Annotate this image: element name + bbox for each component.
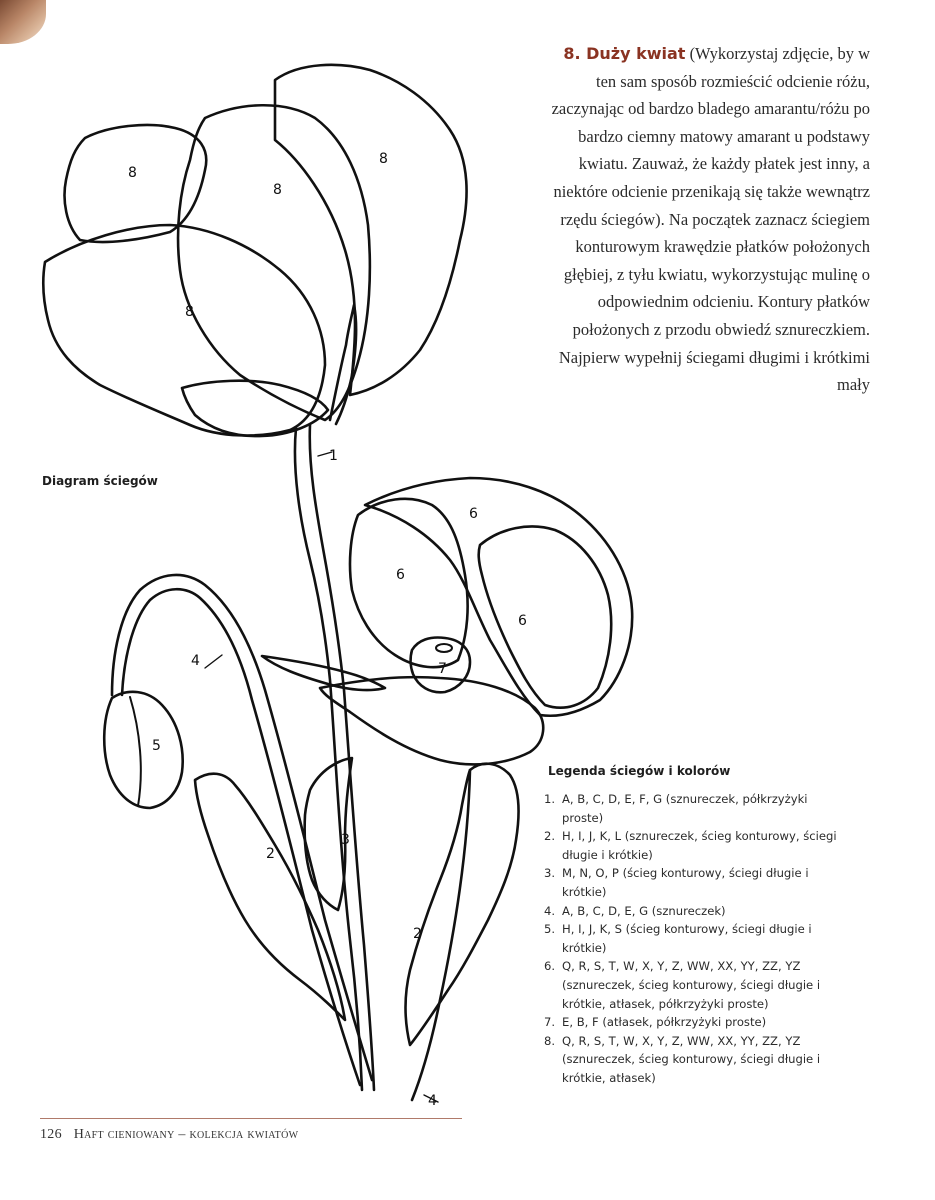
legend-item-number: 6. bbox=[544, 959, 556, 974]
label-8c: 8 bbox=[379, 151, 388, 167]
legend-item-number: 3. bbox=[544, 866, 556, 881]
page-number: 126 bbox=[40, 1127, 62, 1142]
leaf-2-right bbox=[406, 764, 519, 1045]
label-1: 1 bbox=[329, 448, 338, 464]
legend-item-number: 5. bbox=[544, 922, 556, 937]
legend-item-text: E, B, F (atłasek, półkrzyżyki proste) bbox=[562, 1015, 767, 1030]
label-8d: 8 bbox=[185, 304, 194, 320]
label-2b: 2 bbox=[413, 926, 422, 942]
legend-item-number: 4. bbox=[544, 903, 556, 918]
legend-item-text: H, I, J, K, S (ścieg konturowy, ściegi długie i krótkie) bbox=[562, 922, 812, 955]
calyx-small bbox=[262, 656, 385, 690]
petal-8-back-right bbox=[275, 65, 467, 395]
label-4b: 4 bbox=[428, 1093, 437, 1109]
legend-item-number: 7. bbox=[544, 1015, 556, 1030]
legend-item-number: 8. bbox=[544, 1033, 556, 1048]
instruction-body: (Wykorzystaj zdjęcie, by w ten sam sposób rozmieścić odcienie różu, zaczynając od bardzo bladego amarantu/różu po bardzo ciemny matowy amarant u podstawy kwiatu. Zauważ, że każdy płatek jest inny, a niektóre odcienie przenikają się także wewnątrz rzędu ściegów). Na początek zaznacz ściegiem konturowym krawędzie płatków położonych głębiej, z tyłu kwiatu, wykorzystując mulinę o odpowiednim odcieniu. Kontury płatków położonych z przodu obwiedź sznureczkiem. Najpierw wypełnij ściegami długimi i krótkimi mały bbox=[551, 44, 870, 395]
legend-item-text: H, I, J, K, L (sznureczek, ścieg konturowy, ściegi długie i krótkie) bbox=[562, 829, 837, 862]
petal-8-middle bbox=[178, 105, 370, 420]
legend-item-text: M, N, O, P (ścieg konturowy, ściegi długie i krótkie) bbox=[562, 866, 809, 899]
label-8a: 8 bbox=[128, 165, 137, 181]
label-8b: 8 bbox=[273, 182, 282, 198]
instruction-heading: 8. Duży kwiat bbox=[563, 44, 686, 63]
stem-bud-8 bbox=[330, 305, 356, 424]
bud-5 bbox=[104, 692, 182, 808]
stem-1-right bbox=[310, 425, 374, 1090]
legend-item bbox=[544, 957, 844, 1013]
label-5: 5 bbox=[152, 738, 161, 754]
legend-item-text: Q, R, S, T, W, X, Y, Z, WW, XX, YY, ZZ, YZ (sznureczek, ścieg konturowy, ściegi długie i krótkie, atłasek) bbox=[562, 1033, 821, 1085]
book-title: Haft cieniowany – kolekcja kwiatów bbox=[73, 1127, 299, 1142]
petal-6-back bbox=[365, 478, 632, 716]
legend-item bbox=[544, 827, 844, 864]
label-3: 3 bbox=[341, 832, 350, 848]
legend-item-number: 1. bbox=[544, 792, 556, 806]
label-6c: 6 bbox=[518, 613, 527, 629]
label-6b: 6 bbox=[396, 567, 405, 583]
legend-item bbox=[544, 902, 844, 921]
sepal-8 bbox=[182, 381, 328, 436]
diagram-label: Diagram ściegów bbox=[42, 474, 158, 488]
instruction-text bbox=[540, 40, 870, 399]
legend-item bbox=[544, 790, 844, 827]
petal-8-front bbox=[43, 225, 325, 435]
legend-item bbox=[544, 1013, 844, 1032]
legend-title: Legenda ściegów i kolorów bbox=[548, 764, 731, 778]
label-2a: 2 bbox=[266, 846, 275, 862]
label-6a: 6 bbox=[469, 506, 478, 522]
petal-6-right bbox=[479, 526, 612, 707]
legend-item bbox=[544, 1032, 844, 1088]
label-4a: 4 bbox=[191, 653, 200, 669]
legend-item-text: A, B, C, D, E, G (sznureczek) bbox=[562, 903, 726, 918]
page-footer bbox=[40, 1127, 298, 1143]
legend-item-number: 2. bbox=[544, 829, 556, 844]
legend-list bbox=[544, 790, 844, 1088]
stem-4-inner bbox=[122, 589, 360, 1085]
footer-divider bbox=[40, 1118, 462, 1119]
legend-item bbox=[544, 920, 844, 957]
legend-item bbox=[544, 864, 844, 901]
legend-item-text: Q, R, S, T, W, X, Y, Z, WW, XX, YY, ZZ, YZ (sznureczek, ścieg konturowy, ściegi długie i krótkie, atłasek, półkrzyżyki proste) bbox=[562, 959, 821, 1011]
petal-8-back-left bbox=[65, 125, 207, 242]
label-7: 7 bbox=[438, 661, 447, 677]
legend-item-text: A, B, C, D, E, F, G (sznureczek, półkrzyżyki proste) bbox=[562, 792, 808, 825]
